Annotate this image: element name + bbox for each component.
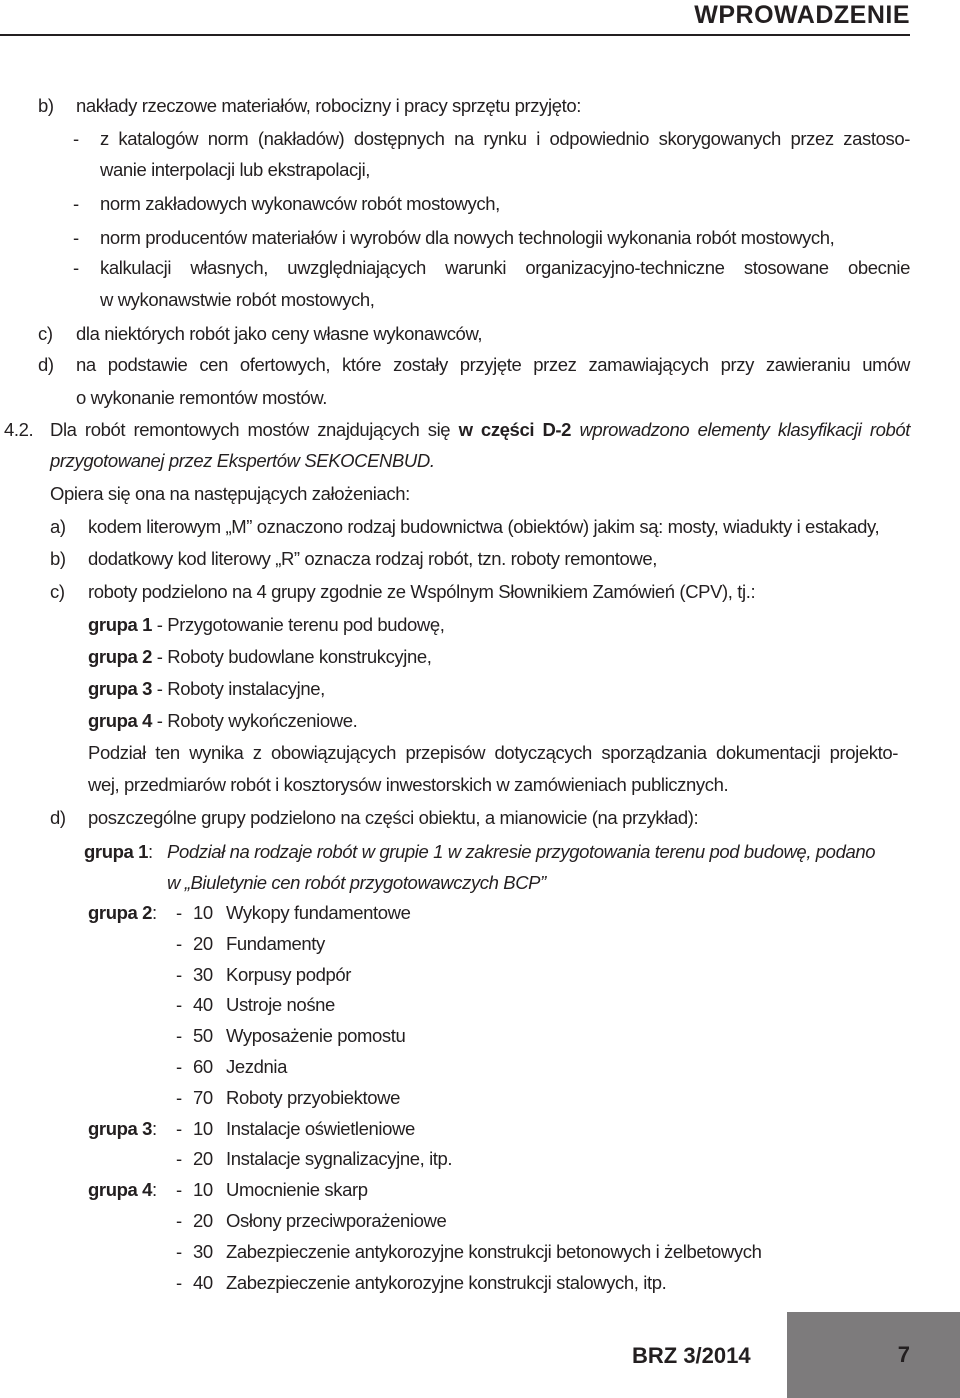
paragraph-line <box>50 449 435 473</box>
item-name: Ustroje nośne <box>226 994 335 1015</box>
paragraph-line: norm producentów materiałów i wyrobów dla nowych technologii wykonania robót mostowych, <box>100 227 835 248</box>
item-name: Umocnienie skarp <box>226 1179 368 1200</box>
item-name: Roboty przyobiektowe <box>226 1087 401 1108</box>
item-code: 20 <box>193 933 213 954</box>
item-name: Instalacje oświetleniowe <box>226 1118 415 1139</box>
item-dash: - <box>176 1087 182 1108</box>
group-label-text: grupa 2 <box>88 902 153 923</box>
group-label: grupa 1 <box>88 614 153 635</box>
item-code: 10 <box>193 1179 213 1200</box>
item-name: Instalacje sygnalizacyjne, itp. <box>226 1148 453 1169</box>
colon: : <box>152 1179 157 1200</box>
item-code: 30 <box>193 1241 213 1262</box>
paragraph-line: nakłady rzeczowe materiałów, robocizny i pracy sprzętu przyjęto: <box>76 95 581 116</box>
paragraph-line <box>167 840 875 864</box>
list-label: d) <box>50 807 66 828</box>
item-name: Fundamenty <box>226 933 325 954</box>
item-name: Zabezpieczenie antykorozyjne konstrukcji stalowych, itp. <box>226 1272 667 1293</box>
item-dash: - <box>176 1241 182 1262</box>
colon: : <box>152 1118 157 1139</box>
group-label: grupa 3 <box>88 678 153 699</box>
item-dash: - <box>176 933 182 954</box>
header-divider <box>0 34 910 36</box>
group-description: - Roboty budowlane konstrukcyjne, <box>152 646 432 667</box>
item-name: Wykopy fundamentowe <box>226 902 411 923</box>
item-name: Wyposażenie pomostu <box>226 1025 406 1046</box>
group-label-text: grupa 3 <box>88 1118 153 1139</box>
item-name: Zabezpieczenie antykorozyjne konstrukcji betonowych i żelbetowych <box>226 1241 762 1262</box>
paragraph-line: norm zakładowych wykonawców robót mostowych, <box>100 193 500 214</box>
item-dash: - <box>176 1210 182 1231</box>
page-number-box <box>787 1312 960 1398</box>
group-line <box>88 645 432 669</box>
text-span: Dla robót remontowych mostów znajdujących się <box>50 419 451 440</box>
colon: : <box>152 902 157 923</box>
list-label: b) <box>38 95 54 116</box>
list-label: b) <box>50 548 66 569</box>
list-label: c) <box>50 581 65 602</box>
paragraph-line: kodem literowym „M” oznaczono rodzaj budownictwa (obiektów) jakim są: mosty, wiadukty i estakady, <box>88 516 880 537</box>
item-code: 40 <box>193 1272 213 1293</box>
group-label <box>88 901 157 925</box>
item-code: 20 <box>193 1210 213 1231</box>
group-description: - Przygotowanie terenu pod budowę, <box>152 614 445 635</box>
paragraph-line: dodatkowy kod literowy „R” oznacza rodzaj robót, tzn. roboty remontowe, <box>88 548 658 569</box>
item-dash: - <box>176 994 182 1015</box>
item-dash: - <box>176 1118 182 1139</box>
paragraph-line: kalkulacji własnych, uwzględniających warunki organizacyjno-techniczne stosowane obecnie <box>100 257 910 278</box>
item-code: 20 <box>193 1148 213 1169</box>
item-dash: - <box>176 1148 182 1169</box>
list-dash: - <box>73 257 79 278</box>
paragraph-line: wanie interpolacji lub ekstrapolacji, <box>100 159 371 180</box>
italic-text: wprowadzono elementy klasyfikacji robót <box>579 419 910 440</box>
paragraph-line: wej, przedmiarów robót i kosztorysów inwestorskich w zamówieniach publicznych. <box>88 774 729 795</box>
item-dash: - <box>176 1025 182 1046</box>
italic-text: w „Biuletynie cen robót przygotowawczych BCP” <box>167 872 546 893</box>
group-description: - Roboty wykończeniowe. <box>152 710 358 731</box>
list-dash: - <box>73 193 79 214</box>
list-dash: - <box>73 128 79 149</box>
item-code: 60 <box>193 1056 213 1077</box>
paragraph-line: z katalogów norm (nakładów) dostępnych na rynku i odpowiednio skorygowanych przez zastoso- <box>100 128 910 149</box>
group-line <box>88 613 445 637</box>
item-name: Jezdnia <box>226 1056 287 1077</box>
item-code: 10 <box>193 1118 213 1139</box>
item-code: 30 <box>193 964 213 985</box>
paragraph-line: Podział ten wynika z obowiązujących przepisów dotyczących sporządzania dokumentacji projekto- <box>88 742 898 763</box>
item-name: Osłony przeciwporażeniowe <box>226 1210 447 1231</box>
item-code: 10 <box>193 902 213 923</box>
paragraph-line: o wykonanie remontów mostów. <box>76 387 328 408</box>
item-dash: - <box>176 1056 182 1077</box>
group-label <box>88 1178 157 1202</box>
item-code: 70 <box>193 1087 213 1108</box>
paragraph-line <box>50 418 910 442</box>
paragraph-line: w wykonawstwie robót mostowych, <box>100 289 375 310</box>
list-label: a) <box>50 516 66 537</box>
section-title: WPROWADZENIE <box>694 1 910 29</box>
group-label: grupa 4 <box>88 710 153 731</box>
section-number: 4.2. <box>4 419 34 440</box>
item-code: 50 <box>193 1025 213 1046</box>
group-line <box>84 840 153 864</box>
list-dash: - <box>73 227 79 248</box>
paragraph-line: poszczególne grupy podzielono na części obiektu, a mianowicie (na przykład): <box>88 807 699 828</box>
group-label <box>88 1117 157 1141</box>
paragraph-line: na podstawie cen ofertowych, które zostały przyjęte przez zamawiających przy zawieraniu umów <box>76 354 910 375</box>
item-code: 40 <box>193 994 213 1015</box>
italic-text: Podział na rodzaje robót w grupie 1 w zakresie przygotowania terenu pod budowę, podano <box>167 841 876 862</box>
paragraph-line: Opiera się ona na następujących założeniach: <box>50 483 410 504</box>
item-dash: - <box>176 1272 182 1293</box>
paragraph-line: dla niektórych robót jako ceny własne wykonawców, <box>76 323 483 344</box>
issue-label: BRZ 3/2014 <box>632 1343 751 1368</box>
bold-text: w części D-2 <box>458 419 572 440</box>
group-label: grupa 2 <box>88 646 153 667</box>
group-line <box>88 677 325 701</box>
group-label: grupa 1 <box>84 841 149 862</box>
colon: : <box>148 841 153 862</box>
page-number: 7 <box>897 1342 910 1367</box>
item-dash: - <box>176 1179 182 1200</box>
item-dash: - <box>176 964 182 985</box>
list-label: d) <box>38 354 54 375</box>
item-dash: - <box>176 902 182 923</box>
item-name: Korpusy podpór <box>226 964 352 985</box>
list-label: c) <box>38 323 53 344</box>
paragraph-line: roboty podzielono na 4 grupy zgodnie ze Wspólnym Słownikiem Zamówień (CPV), tj.: <box>88 581 756 602</box>
group-label-text: grupa 4 <box>88 1179 153 1200</box>
italic-text: przygotowanej przez Ekspertów SEKOCENBUD. <box>50 450 435 471</box>
group-line <box>88 709 357 733</box>
paragraph-line <box>167 871 546 895</box>
group-description: - Roboty instalacyjne, <box>152 678 325 699</box>
